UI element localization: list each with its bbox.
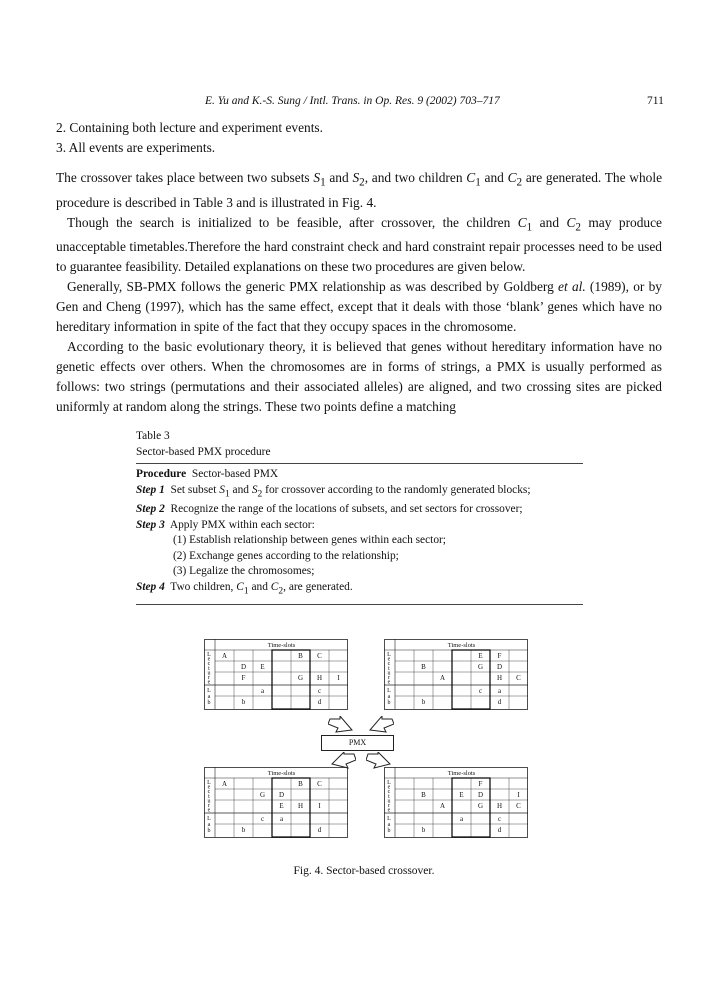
child-grid-2 — [384, 767, 528, 847]
lecture-label-letter: e — [207, 679, 211, 686]
lecture-gene: H — [496, 674, 503, 682]
lab-label-letter: a — [387, 694, 391, 700]
lecture-gene: C — [516, 674, 521, 682]
lab-label-letter: L — [207, 688, 211, 694]
table-body — [136, 464, 583, 604]
paragraph: Though the search is initialized to be feasible, after crossover, the children $C_1$ and $C_2$ may produce unacceptable timetables.Therefore the hard constraint check and hard constraint repair processes need to be used to guarantee feasibility. Detailed explanations on these two procedures are given below. — [56, 214, 663, 275]
timeslots-label: Time-slots — [447, 642, 476, 649]
paragraph: Generally, SB-PMX follows the generic PMX relationship as was described by Goldberg et al. (1989), or by Gen and Cheng (1997), which has the same effect, except that it deals with those ‘blank’ genes which have no hereditary information in spite of the fact that they occupy spaces in the chromosome. — [56, 279, 662, 335]
lecture-label-letter: c — [207, 789, 211, 796]
lab-label-letter: a — [387, 822, 391, 828]
lecture-gene: B — [298, 780, 303, 788]
lecture-label-letter: e — [387, 784, 391, 791]
lab-gene: b — [241, 698, 246, 706]
list-item: 3. All events are experiments. — [56, 140, 216, 155]
lab-gene: c — [497, 815, 502, 823]
step-3: Step 3 Apply PMX within each sector: — [136, 518, 315, 531]
lecture-gene: A — [221, 780, 228, 788]
lecture-gene: B — [298, 652, 303, 660]
step-2: Step 2 Recognize the range of the locations of subsets, and set sectors for crossover; — [136, 503, 523, 516]
paragraph: According to the basic evolutionary theory, it is believed that genes without hereditary information have no genetic effects over others. When the chromosomes are in forms of strings, a PMX is usually performed as follows: two strings (permutations and their associated alleles) are aligned, and two crossing sites are picked uniformly at random along the strings. These two points define a matching — [56, 339, 662, 415]
lecture-label-letter: t — [208, 793, 210, 800]
lecture-gene: I — [318, 802, 321, 810]
lecture-gene: C — [516, 802, 521, 810]
lecture-gene: I — [337, 674, 340, 682]
lecture-gene: F — [478, 780, 483, 788]
lecture-label-letter: r — [208, 675, 210, 681]
lecture-gene: D — [278, 791, 285, 799]
page-number: 711 — [647, 95, 664, 107]
lecture-label-letter: e — [207, 656, 211, 663]
lab-gene: a — [260, 687, 265, 695]
paragraph: The crossover takes place between two subsets $S_1$ and $S_2$, and two children $C_1$ and $C_2$ are generated. The whole procedure is described in Table 3 and is illustrated in Fig. 4. — [56, 170, 663, 210]
lecture-gene: D — [240, 663, 247, 671]
step-3-sub-2: (2) Exchange genes according to the relationship; — [173, 549, 399, 562]
lecture-gene: F — [497, 652, 502, 660]
lecture-label-letter: u — [207, 798, 211, 805]
lecture-label-letter: e — [207, 807, 211, 814]
lab-gene: d — [497, 826, 502, 834]
step-3-sub-1: (1) Establish relationship between genes within each sector; — [173, 534, 446, 547]
lecture-gene: E — [459, 791, 464, 799]
lab-gene: d — [317, 698, 322, 706]
lecture-label-letter: r — [388, 675, 390, 681]
lecture-label-letter: r — [208, 803, 210, 809]
figure-caption: Fig. 4. Sector-based crossover. — [293, 865, 435, 877]
list-item: 2. Containing both lecture and experiment events. — [56, 120, 323, 135]
lab-gene: d — [317, 826, 322, 834]
running-header — [0, 95, 728, 111]
lecture-label-letter: L — [207, 780, 211, 786]
lab-gene: c — [317, 687, 322, 695]
lab-gene: d — [497, 698, 502, 706]
timeslots-label: Time-slots — [447, 770, 476, 777]
procedure-row: Procedure Sector-based PMX — [136, 468, 279, 480]
parent-grid-2 — [384, 639, 528, 719]
lecture-label-letter: u — [207, 670, 211, 677]
lab-gene: b — [421, 826, 426, 834]
table-rule — [136, 604, 583, 605]
running-head: E. Yu and K.-S. Sung / Intl. Trans. in Op. Res. 9 (2002) 703–717 — [205, 95, 500, 107]
step-1: Step 1 Set subset $S_1$ and $S_2$ for crossover according to the randomly generated blocks; — [136, 483, 531, 499]
pmx-box: PMX — [321, 735, 394, 751]
lecture-label-letter: L — [387, 780, 391, 786]
lab-gene: a — [459, 815, 464, 823]
child-grid-1 — [204, 767, 348, 847]
lecture-gene: I — [517, 791, 520, 799]
lecture-label-letter: e — [387, 656, 391, 663]
lecture-gene: D — [496, 663, 503, 671]
lecture-label-letter: u — [387, 670, 391, 677]
lecture-gene: B — [421, 791, 426, 799]
lecture-gene: H — [297, 802, 304, 810]
lecture-label-letter: r — [388, 803, 390, 809]
step-3-sub-3: (3) Legalize the chromosomes; — [173, 565, 315, 578]
lecture-label-letter: t — [388, 793, 390, 800]
lecture-gene: C — [317, 652, 322, 660]
lecture-label-letter: e — [387, 679, 391, 686]
lecture-label-letter: L — [387, 652, 391, 658]
lab-gene: c — [260, 815, 265, 823]
step-4: Step 4 Two children, $C_1$ and $C_2$, are generated. — [136, 580, 353, 597]
lecture-gene: G — [297, 674, 304, 682]
lecture-gene: G — [259, 791, 266, 799]
lecture-label-letter: e — [387, 807, 391, 814]
lab-label-letter: b — [207, 700, 211, 706]
lecture-gene: F — [241, 674, 246, 682]
lecture-label-letter: t — [388, 665, 390, 672]
lecture-label-letter: c — [387, 661, 391, 668]
lecture-gene: H — [496, 802, 503, 810]
lecture-gene: D — [477, 791, 484, 799]
lecture-gene: A — [439, 802, 446, 810]
arrow-down-left-icon — [328, 752, 356, 774]
lecture-gene: G — [477, 663, 484, 671]
lab-label-letter: b — [387, 828, 391, 834]
lecture-label-letter: t — [208, 665, 210, 672]
lecture-gene: G — [477, 802, 484, 810]
table-3 — [136, 429, 583, 605]
lab-gene: a — [279, 815, 284, 823]
lab-label-letter: L — [387, 816, 391, 822]
lecture-gene: H — [316, 674, 323, 682]
timeslots-label: Time-slots — [267, 770, 296, 777]
lecture-gene: A — [439, 674, 446, 682]
lab-gene: b — [421, 698, 426, 706]
parent-grid-1 — [204, 639, 348, 719]
lab-label-letter: a — [207, 822, 211, 828]
lab-label-letter: a — [207, 694, 211, 700]
lecture-label-letter: u — [387, 798, 391, 805]
lecture-gene: B — [421, 663, 426, 671]
lecture-label-letter: c — [207, 661, 211, 668]
lecture-gene: A — [221, 652, 228, 660]
lecture-gene: C — [317, 780, 322, 788]
lab-label-letter: L — [387, 688, 391, 694]
timeslots-label: Time-slots — [267, 642, 296, 649]
table-label: Table 3 — [136, 430, 170, 442]
lecture-label-letter: e — [207, 784, 211, 791]
lab-label-letter: L — [207, 816, 211, 822]
body-text — [56, 118, 662, 417]
lab-label-letter: b — [387, 700, 391, 706]
lecture-label-letter: L — [207, 652, 211, 658]
lecture-gene: E — [260, 663, 265, 671]
lab-label-letter: b — [207, 828, 211, 834]
lab-gene: b — [241, 826, 246, 834]
lecture-gene: E — [279, 802, 284, 810]
lecture-label-letter: c — [387, 789, 391, 796]
lab-gene: c — [478, 687, 483, 695]
table-title: Sector-based PMX procedure — [136, 445, 271, 458]
lecture-gene: E — [478, 652, 483, 660]
arrow-down-right-icon — [366, 752, 394, 774]
lab-gene: a — [497, 687, 502, 695]
